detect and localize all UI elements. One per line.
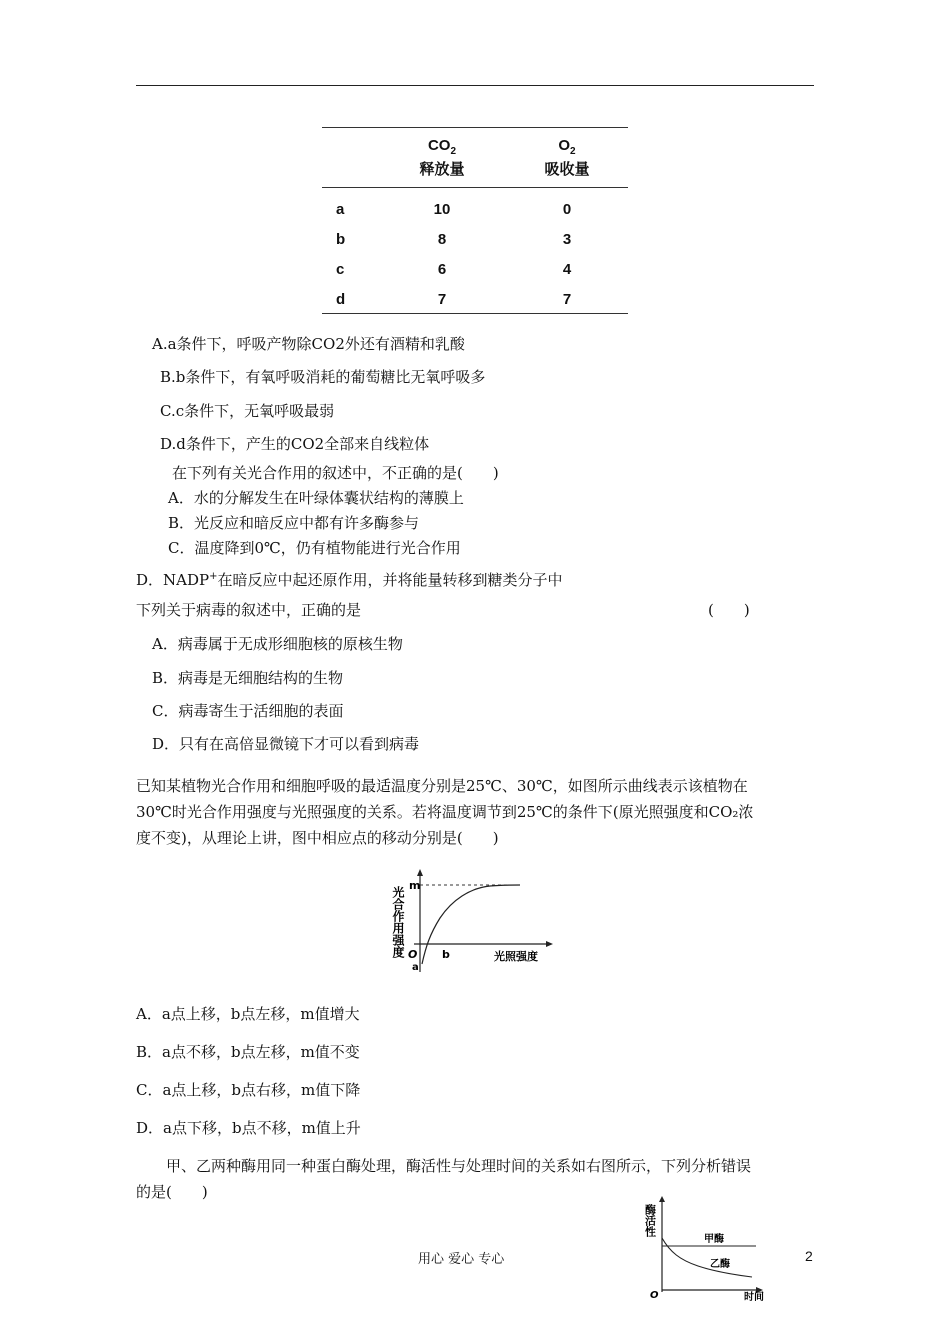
q4-stem-line-2: 30℃时光合作用强度与光照强度的关系。若将温度调节到25℃的条件下(原光照强度和CO₂浓 <box>136 803 754 821</box>
q2-stem: 在下列有关光合作用的叙述中，不正确的是( ) <box>172 464 499 482</box>
table-cell: 7 <box>562 291 572 308</box>
table-mid-rule <box>322 187 628 188</box>
fig2-series-a-label: 甲酶 <box>704 1234 724 1245</box>
fig1-point-a: a <box>412 962 419 973</box>
q3-option-b: B．病毒是无细胞结构的生物 <box>152 669 344 687</box>
q1-option-d: D.d条件下，产生的CO2全部来自线粒体 <box>160 435 430 453</box>
fig2-series-b-label: 乙酶 <box>710 1259 730 1270</box>
enzyme-activity-figure <box>640 1196 770 1302</box>
fig1-y-arrow <box>417 869 423 876</box>
table-row-label: b <box>336 231 346 248</box>
table-cell: 4 <box>562 261 572 278</box>
table-header-o2: $O_2$ <box>558 137 576 157</box>
q1-option-a: A.a条件下，呼吸产物除CO2外还有酒精和乳酸 <box>152 335 465 353</box>
q4-stem-line-3: 度不变)，从理论上讲，图中相应点的移动分别是( ) <box>136 829 499 847</box>
table-cell: 7 <box>437 291 447 308</box>
q4-option-d: D．a点下移，b点不移，m值上升 <box>136 1119 361 1137</box>
q3-option-d: D．只有在高倍显微镜下才可以看到病毒 <box>152 735 420 753</box>
table-cell: 0 <box>562 201 572 218</box>
table-top-rule <box>322 127 628 128</box>
table-row-label: a <box>336 201 345 218</box>
q1-option-b: B.b条件下，有氧呼吸消耗的葡萄糖比无氧呼吸多 <box>160 368 486 386</box>
table-row-label: d <box>336 291 346 308</box>
q4-option-a: A．a点上移，b点左移，m值增大 <box>136 1005 360 1023</box>
page-number: 2 <box>805 1248 813 1264</box>
table-header-co2: $CO_2$ <box>427 137 457 157</box>
fig1-point-b: b <box>442 948 450 961</box>
q2-option-d <box>136 567 563 590</box>
q2-option-b: B．光反应和暗反应中都有许多酶参与 <box>168 514 420 532</box>
q5-stem-line-1: 甲、乙两种酶用同一种蛋白酶处理，酶活性与处理时间的关系如右图所示，下列分析错误 <box>166 1157 752 1175</box>
footer-text: 用心 爱心 专心 <box>418 1252 505 1267</box>
q3-bracket: ( ) <box>708 601 750 619</box>
fig2-xlabel: 时间 <box>744 1292 764 1302</box>
q2-option-c: C．温度降到0℃，仍有植物能进行光合作用 <box>168 539 461 557</box>
q2-option-d-post: 在暗反应中起还原作用，并将能量转移到糖类分子中 <box>217 571 563 589</box>
fig2-ylabel: 酶活性 <box>643 1204 657 1237</box>
table-header-o2-sub: 吸收量 <box>544 161 590 178</box>
q3-stem: 下列关于病毒的叙述中，正确的是 <box>136 601 362 619</box>
q4-option-c: C．a点上移，b点右移，m值下降 <box>136 1081 361 1099</box>
q1-option-c: C.c条件下，无氧呼吸最弱 <box>160 402 335 420</box>
fig2-y-arrow <box>659 1196 665 1202</box>
table-cell: 6 <box>437 261 447 278</box>
fig1-xlabel: 光照强度 <box>494 950 538 963</box>
table-cell: 8 <box>437 231 447 248</box>
table-row-label: c <box>336 261 345 278</box>
fig2-origin: O <box>650 1290 659 1301</box>
table-cell: 10 <box>433 201 451 218</box>
table-header-co2-sub: 释放量 <box>419 161 465 178</box>
q5-stem-line-2: 的是( ) <box>136 1183 208 1201</box>
photosynthesis-light-curve-figure <box>390 866 560 976</box>
q4-stem-line-1: 已知某植物光合作用和细胞呼吸的最适温度分别是25℃、30℃，如图所示曲线表示该植物在 <box>136 777 748 795</box>
q4-option-b: B．a点不移，b点左移，m值不变 <box>136 1043 360 1061</box>
q2-option-a: A．水的分解发生在叶绿体囊状结构的薄膜上 <box>168 489 464 507</box>
q3-option-c: C．病毒寄生于活细胞的表面 <box>152 702 344 720</box>
q2-option-d-sup: + <box>209 571 218 582</box>
fig1-ylabel: 光合作用强度 <box>391 886 405 958</box>
table-cell: 3 <box>562 231 572 248</box>
table-bottom-rule <box>322 313 628 314</box>
q3-option-a: A．病毒属于无成形细胞核的原核生物 <box>152 635 403 653</box>
fig1-point-m: m <box>409 879 421 892</box>
q2-option-d-pre: D．NADP <box>136 571 210 589</box>
fig1-x-arrow <box>546 941 553 947</box>
header-rule <box>136 85 814 86</box>
fig1-origin: O <box>408 948 418 961</box>
